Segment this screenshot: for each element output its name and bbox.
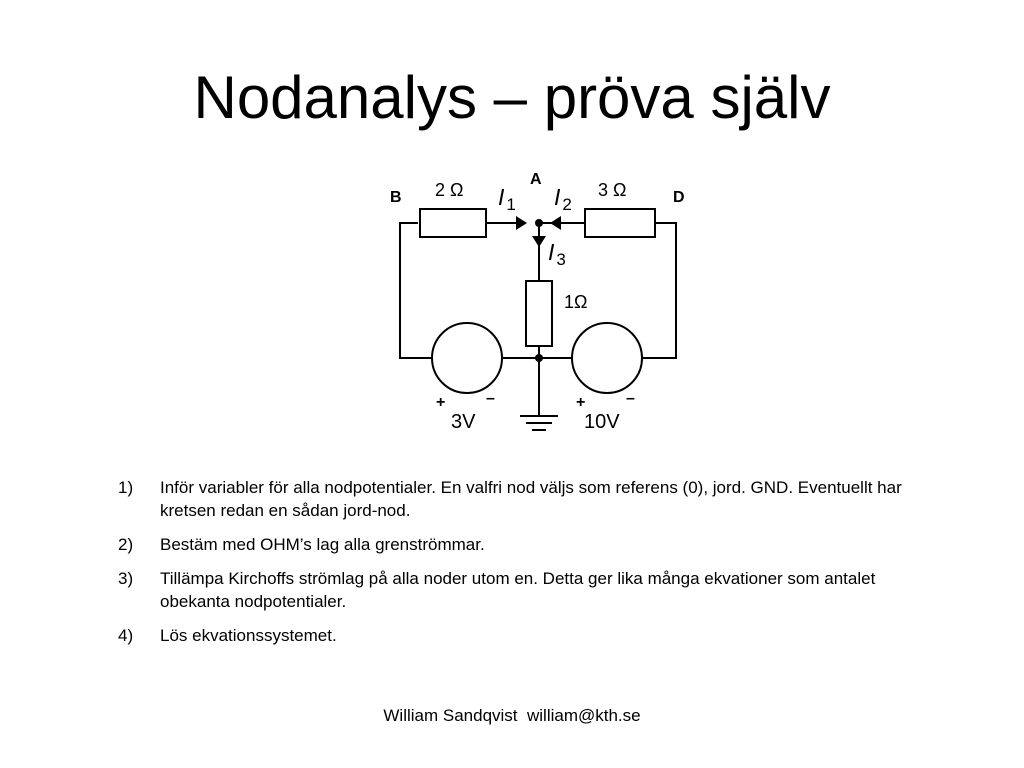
source-right-minus: – (626, 390, 635, 407)
resistor-label-left: 2 Ω (435, 180, 464, 200)
node-bottom-dot (535, 354, 543, 362)
step-text: Inför variabler för alla nodpotentialer. En valfri nod väljs som referens (0), jord. GND. Eventuellt har kretsen redan en sådan jord-nod. (160, 478, 902, 520)
source-left-plus: + (436, 394, 446, 411)
footer-email: william@kth.se (526, 706, 641, 725)
step-number: 2) (118, 535, 134, 554)
list-item (118, 567, 918, 613)
step-text: Lös ekvationssystemet. (160, 626, 337, 645)
arrow-i3-icon (532, 236, 546, 247)
footer (0, 706, 1024, 726)
resistor-label-right: 3 Ω (598, 180, 627, 200)
step-number: 1) (118, 478, 134, 497)
source-left-voltage: 3V (451, 411, 476, 433)
steps-list (118, 476, 918, 658)
resistor-3ohm (585, 209, 655, 237)
list-item (118, 533, 918, 556)
list-item (118, 624, 918, 647)
step-text: Tillämpa Kirchoffs strömlag på alla noder utom en. Detta ger lika många ekvationer som antalet obekanta nodpotentialer. (160, 569, 876, 611)
source-right-plus: + (576, 394, 586, 411)
current-label-i2: I $_2$ (554, 184, 572, 214)
voltage-source-10v (572, 323, 642, 393)
resistor-label-middle: 1Ω (564, 292, 588, 312)
ground-symbol (520, 416, 558, 430)
arrow-i2-icon (550, 216, 561, 230)
footer-author: William Sandqvist (383, 706, 518, 725)
node-label-b: B (390, 189, 402, 206)
current-label-i3: I $_3$ (548, 239, 566, 269)
wire-right (642, 223, 676, 358)
step-number: 4) (118, 626, 134, 645)
circuit-diagram (380, 160, 700, 440)
current-label-i1: I $_1$ (498, 184, 516, 214)
source-right-voltage: 10V (584, 411, 620, 433)
node-label-d: D (673, 189, 685, 206)
slide-title: Nodanalys – pröva själv (193, 64, 831, 131)
step-number: 3) (118, 569, 134, 588)
source-left-minus: – (486, 390, 495, 407)
resistor-2ohm (420, 209, 486, 237)
resistor-1ohm (526, 281, 552, 346)
list-item (118, 476, 918, 522)
step-text: Bestäm med OHM’s lag alla grenströmmar. (160, 535, 485, 554)
node-a-dot (535, 219, 543, 227)
arrow-i1-icon (516, 216, 527, 230)
voltage-source-3v (432, 323, 502, 393)
wire-left (400, 223, 432, 358)
node-label-a: A (530, 171, 542, 188)
